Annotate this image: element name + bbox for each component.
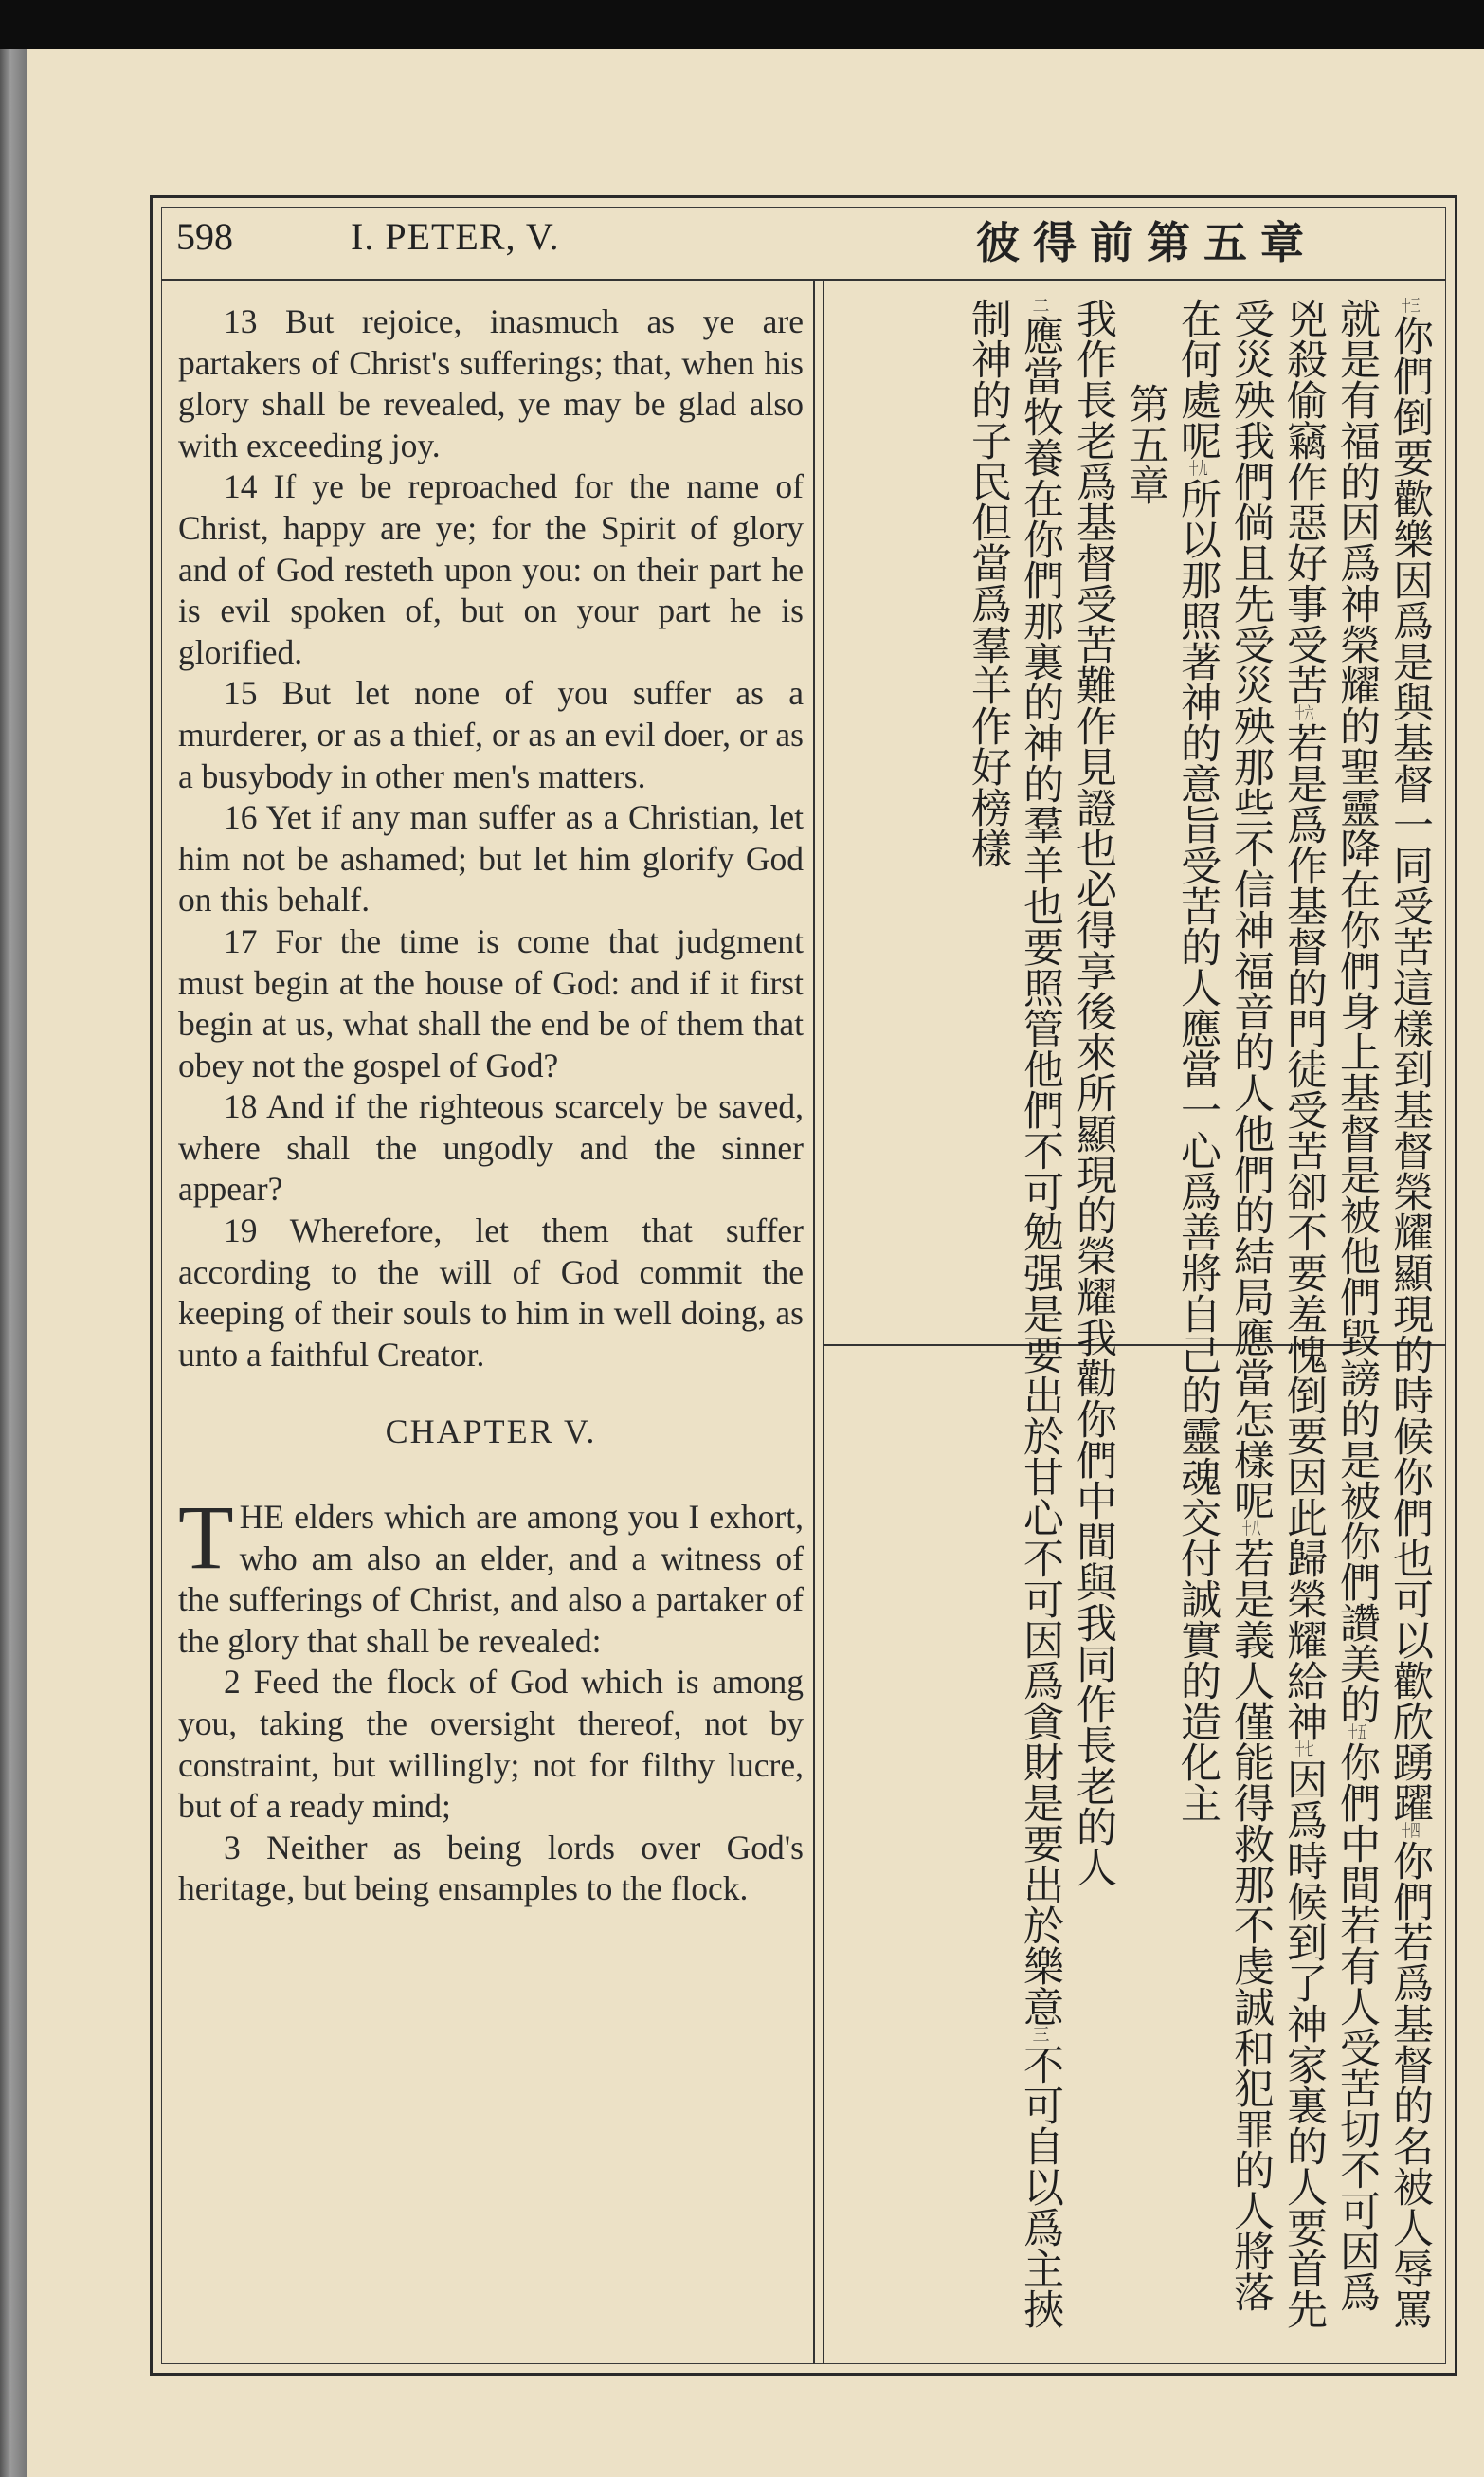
verse-17: 17 For the time is come that judgment must begin at the house of God: and if it first begin at us, what shall the end be of them that obey not the gospel of God? bbox=[178, 921, 804, 1084]
verse-14: 14 If ye be reproached for the name of Christ, happy are ye; for the Spirit of glory and of God resteth upon you: on their part he is evil spoken of, but on your part he is glorified. bbox=[178, 467, 804, 671]
cn-verse-19: 所以那照著神的意旨受苦的人應當一心爲善將自己的靈魂交付誠實的造化主 bbox=[1174, 478, 1222, 1823]
header-rule bbox=[161, 279, 1446, 281]
cn-chapter5-verse-3: 不可自以爲主挾制神的子民但當爲羣羊作好榜樣 bbox=[965, 298, 1064, 2329]
cn-chapter5-verse-2: 應當牧養在你們那裏的神的羣羊也要照管他們不可勉强是要出於甘心不可因爲貪財是要出於樂意 bbox=[1017, 315, 1064, 2027]
cn-verse-number: 三 bbox=[1032, 2027, 1050, 2044]
running-head-chinese: 彼得前第五章 bbox=[976, 217, 1317, 268]
column-divider-right bbox=[823, 279, 824, 2364]
verse-16: 16 Yet if any man suffer as a Christian, let him not be ashamed; but let him glorify God on this behalf. bbox=[178, 798, 804, 920]
cn-verse-18: 若是義人僅能得救那不虔誠和犯罪的人將落在何處呢 bbox=[1174, 298, 1275, 2312]
english-column bbox=[178, 301, 804, 1910]
cn-verse-17: 因爲時候到了神家裏的人要首先受災殃我們倘且先受災殃那些不信神福音的人他們的結局應當怎樣呢 bbox=[1227, 298, 1328, 2329]
verse-15: 15 But let none of you suffer as a murderer, or as a thief, or as an evil doer, or as a busybody in other men's matters. bbox=[178, 674, 804, 795]
chinese-column bbox=[834, 298, 1437, 2345]
column-divider-left bbox=[813, 279, 815, 2364]
chapter5-verse-2: 2 Feed the flock of God which is among you, taking the oversight thereof, not by constraint, but willingly; not for filthy lucre, but of a ready mind; bbox=[178, 1663, 804, 1826]
cn-verse-16: 若是爲作基督的門徒受苦卻不要羞愧倒要因此歸榮耀給神 bbox=[1280, 722, 1328, 1741]
running-head-english: I. PETER, V. bbox=[351, 215, 560, 258]
cn-verse-number: 十四 bbox=[1401, 1823, 1421, 1840]
book-spine-edge bbox=[0, 49, 27, 2477]
cn-verse-number: 十六 bbox=[1294, 705, 1314, 722]
cn-verse-13: 你們倒要歡樂因爲是與基督一同受苦這樣到基督榮耀顯現的時候你們也可以歡欣踴躍 bbox=[1386, 315, 1434, 1823]
verse-13: 13 But rejoice, inasmuch as ye are partakers of Christ's sufferings; that, when his glory shall be revealed, ye may be glad also with exceeding joy. bbox=[178, 302, 804, 464]
cn-chapter-heading: 第五章 bbox=[1122, 383, 1169, 505]
verse-18: 18 And if the righteous scarcely be saved, where shall the ungodly and the sinner appear? bbox=[178, 1087, 804, 1209]
chapter5-verse-1-text: HE elders which are among you I exhort, who am also an elder, and a witness of the sufferings of Christ, and also a partaker of the glory that shall be revealed: bbox=[178, 1498, 804, 1660]
cn-verse-14: 你們若爲基督的名被人辱罵就是有福的因爲神榮耀的聖靈降在你們身上基督是被他們毀謗的是被你們讚美的 bbox=[1333, 298, 1434, 2329]
drop-cap: T bbox=[178, 1486, 234, 1589]
cn-verses-13-19 bbox=[1171, 298, 1437, 2345]
cn-verse-number: 十八 bbox=[1241, 1521, 1261, 1538]
chapter5-verse-1 bbox=[178, 1486, 804, 1662]
verse-19: 19 Wherefore, let them that suffer according to the will of God commit the keeping of their souls to him in well doing, as unto a faithful Creator. bbox=[178, 1211, 804, 1374]
cn-verse-number: 十九 bbox=[1188, 461, 1208, 478]
cn-chapter5-verse-1: 我作長老爲基督受苦難作見證也必得享後來所顯現的榮耀我勸你們中間與我同作長老的人 bbox=[1070, 298, 1117, 1887]
cn-verse-number: 十七 bbox=[1294, 1741, 1314, 1758]
chapter-heading: CHAPTER V. bbox=[385, 1412, 597, 1451]
cn-chapter5-verses-2-3 bbox=[962, 298, 1067, 2345]
cn-verse-15: 你們中間若有人受苦切不可因爲兇殺偷竊作惡好事受苦 bbox=[1280, 298, 1381, 2312]
chapter5-verse-3: 3 Neither as being lords over God's heritage, but being ensamples to the flock. bbox=[178, 1828, 804, 1908]
cn-verse-number: 十三 bbox=[1401, 298, 1421, 315]
cn-verse-number: 十五 bbox=[1348, 1724, 1367, 1741]
page-number: 598 bbox=[176, 215, 233, 258]
cn-verse-number: 二 bbox=[1032, 298, 1050, 315]
